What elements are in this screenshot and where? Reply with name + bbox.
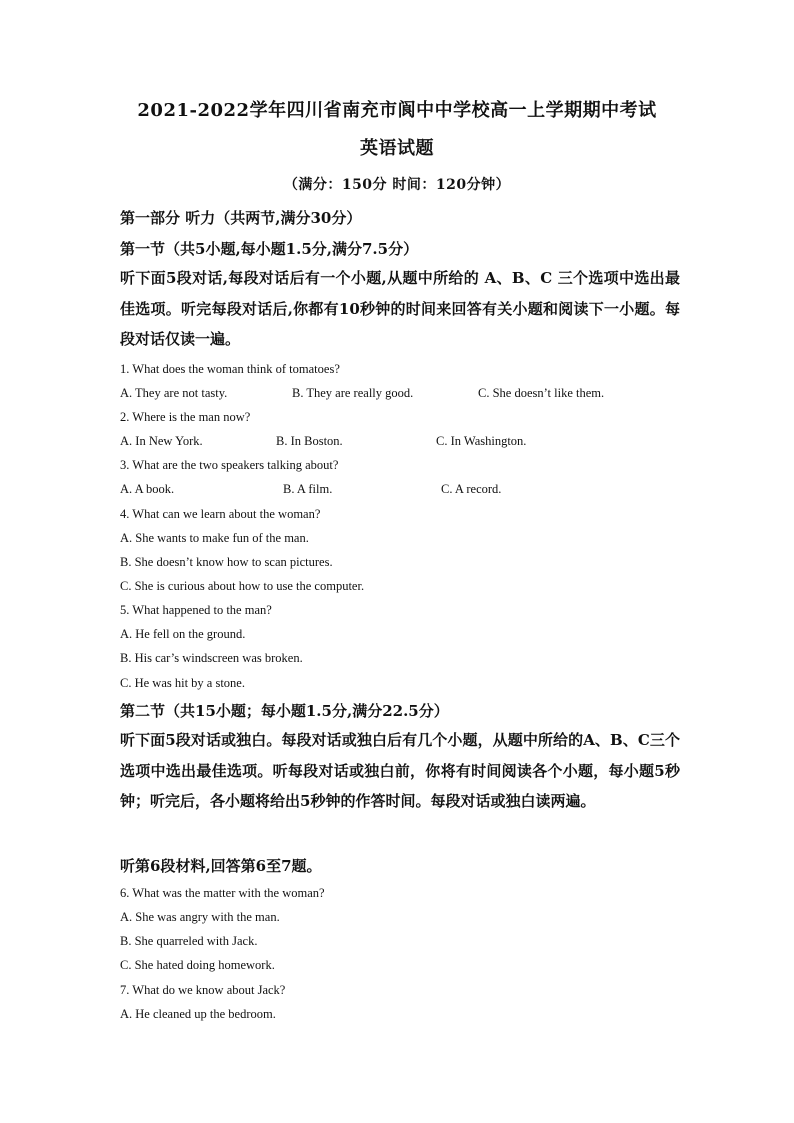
q1-option-c: C. She doesn’t like them. [478, 386, 605, 400]
q7-option-a: A. He cleaned up the bedroom. [120, 1007, 276, 1021]
q5-option-b: B. His car’s windscreen was broken. [120, 651, 303, 665]
q3-option-c: C. A record. [441, 482, 502, 496]
q3-option-a: A. A book. [120, 482, 175, 496]
q6-option-b: B. She quarreled with Jack. [120, 934, 258, 948]
q1-option-b: B. They are really good. [292, 386, 414, 400]
q5-option-c: C. He was hit by a stone. [120, 676, 245, 690]
question-2: 2. Where is the man now? [120, 410, 251, 424]
part1-heading: 第一部分 听力（共两节,满分30分） [120, 209, 362, 227]
question-1: 1. What does the woman think of tomatoes? [120, 362, 340, 376]
subject-title: 英语试题 [360, 138, 434, 159]
question-7: 7. What do we know about Jack? [120, 983, 286, 997]
material-6-heading: 听第6段材料,回答第6至7题。 [120, 857, 322, 875]
q4-option-a: A. She wants to make fun of the man. [120, 531, 309, 545]
q2-option-a: A. In New York. [120, 434, 203, 448]
q5-option-a: A. He fell on the ground. [120, 627, 246, 641]
q3-option-b: B. A film. [283, 482, 333, 496]
q1-option-a: A. They are not tasty. [120, 386, 228, 400]
q6-option-a: A. She was angry with the man. [120, 910, 280, 924]
q6-option-c: C. She hated doing homework. [120, 958, 275, 972]
score-time-line: （满分：150分 时间：120分钟） [283, 177, 511, 193]
section1-instructions: 听下面5段对话,每段对话后有一个小题,从题中所给的 A、B、C 三个选项中选出最佳选项。听完每段对话后,你都有10秒钟的时间来回答有关小题和阅读下一小题。每段对话仅读一遍。 [120, 269, 680, 348]
question-6: 6. What was the matter with the woman? [120, 886, 325, 900]
section1-heading: 第一节（共5小题,每小题1.5分,满分7.5分） [120, 240, 419, 258]
q4-option-c: C. She is curious about how to use the computer. [120, 579, 365, 593]
exam-title: 2021-2022学年四川省南充市阆中中学校高一上学期期中考试 [137, 100, 657, 121]
q4-option-b: B. She doesn’t know how to scan pictures. [120, 555, 333, 569]
question-4: 4. What can we learn about the woman? [120, 507, 321, 521]
question-5: 5. What happened to the man? [120, 603, 272, 617]
q2-option-b: B. In Boston. [276, 434, 343, 448]
q2-option-c: C. In Washington. [436, 434, 527, 448]
section2-heading: 第二节（共15小题；每小题1.5分,满分22.5分） [120, 702, 449, 720]
section2-instructions: 听下面5段对话或独白。每段对话或独白后有几个小题，从题中所给的A、B、C三个选项中选出最佳选项。听每段对话或独白前，你将有时间阅读各个小题，每小题5秒钟；听完后，各小题将给出5秒钟的作答时间。每段对话或独白读两遍。 [120, 731, 680, 810]
question-3: 3. What are the two speakers talking about? [120, 458, 339, 472]
